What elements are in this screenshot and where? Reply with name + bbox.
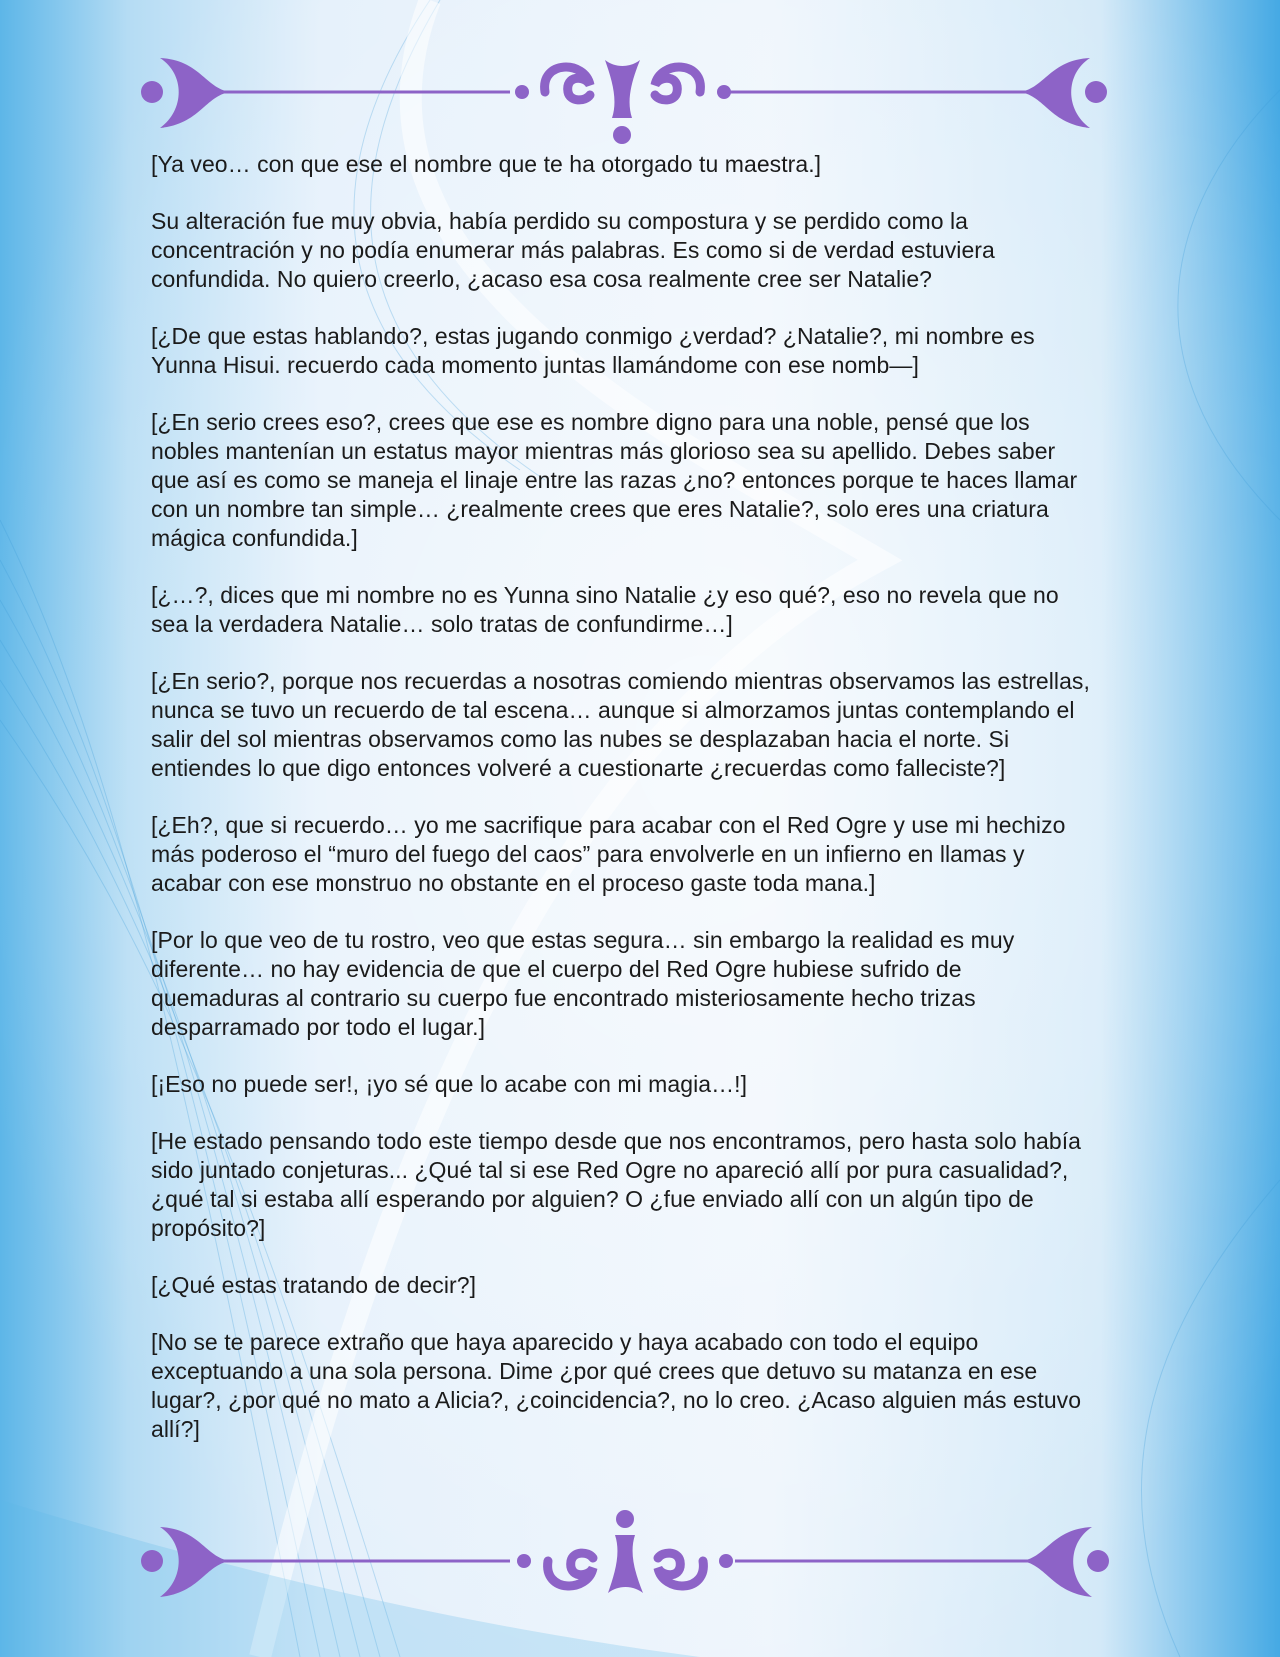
paragraph: [Ya veo… con que ese el nombre que te ha otorgado tu maestra.]: [151, 151, 822, 177]
paragraph: [No se te parece extraño que haya aparecido y haya acabado con todo el equipo exceptuando a una sola persona. Dime ¿por qué crees que detuvo su matanza en ese lugar?, ¿por qué no mato a Alicia?, ¿coincidencia?, no lo creo. ¿Acaso alguien más estuvo allí?]: [151, 1329, 1082, 1442]
paragraph: [¿Qué estas tratando de decir?]: [151, 1272, 477, 1298]
purple-scroll-divider-icon: [0, 40, 1280, 150]
paragraph: Su alteración fue muy obvia, había perdido su compostura y se perdido como la concentración y no podía enumerar más palabras. Es como si de verdad estuviera confundida. No quiero creerlo, ¿acaso esa cosa realmente cree ser Natalie?: [151, 208, 995, 292]
paragraph: [¿Eh?, que si recuerdo… yo me sacrifique para acabar con el Red Ogre y use mi hechizo más poderoso el “muro del fuego del caos” para envolverle en un infierno en llamas y acabar con ese monstruo no obstante en el proceso gaste toda mana.]: [151, 812, 1066, 896]
paragraph: [He estado pensando todo este tiempo desde que nos encontramos, pero hasta solo había sido juntado conjeturas... ¿Qué tal si ese Red Ogre no apareció allí por pura casualidad?, ¿qué tal si estaba allí esperando por alguien? O ¿fue enviado allí con un algún tipo de propósito?]: [151, 1128, 1081, 1241]
paragraph: [¡Eso no puede ser!, ¡yo sé que lo acabe con mi magia…!]: [151, 1071, 748, 1097]
paragraph: [¿…?, dices que mi nombre no es Yunna sino Natalie ¿y eso qué?, eso no revela que no sea la verdadera Natalie… solo tratas de confundirme…]: [151, 582, 1059, 637]
purple-scroll-divider-icon: [0, 1505, 1280, 1615]
paragraph: [¿En serio crees eso?, crees que ese es nombre digno para una noble, pensé que los nobles mantenían un estatus mayor mientras más glorioso sea su apellido. Debes saber que así es como se maneja el linaje entre las razas ¿no? entonces porque te haces llamar con un nombre tan simple… ¿realmente crees que eres Natalie?, solo eres una criatura mágica confundida.]: [151, 409, 1078, 551]
paragraph: [Por lo que veo de tu rostro, veo que estas segura… sin embargo la realidad es muy diferente… no hay evidencia de que el cuerpo del Red Ogre hubiese sufrido de quemaduras al contrario su cuerpo fue encontrado misteriosamente hecho trizas desparramado por todo el lugar.]: [151, 927, 1015, 1040]
story-text: [151, 150, 1096, 1472]
paragraph: [¿En serio?, porque nos recuerdas a nosotras comiendo mientras observamos las estrellas, nunca se tuvo un recuerdo de tal escena… aunque si almorzamos juntas contemplando el salir del sol mientras observamos como las nubes se desplazaban hacia el norte. Si entiendes lo que digo entonces volveré a cuestionarte ¿recuerdas como falleciste?]: [151, 668, 1090, 781]
paragraph: [¿De que estas hablando?, estas jugando conmigo ¿verdad? ¿Natalie?, mi nombre es Yunna Hisui. recuerdo cada momento juntas llamándome con ese nomb—]: [151, 323, 1035, 378]
